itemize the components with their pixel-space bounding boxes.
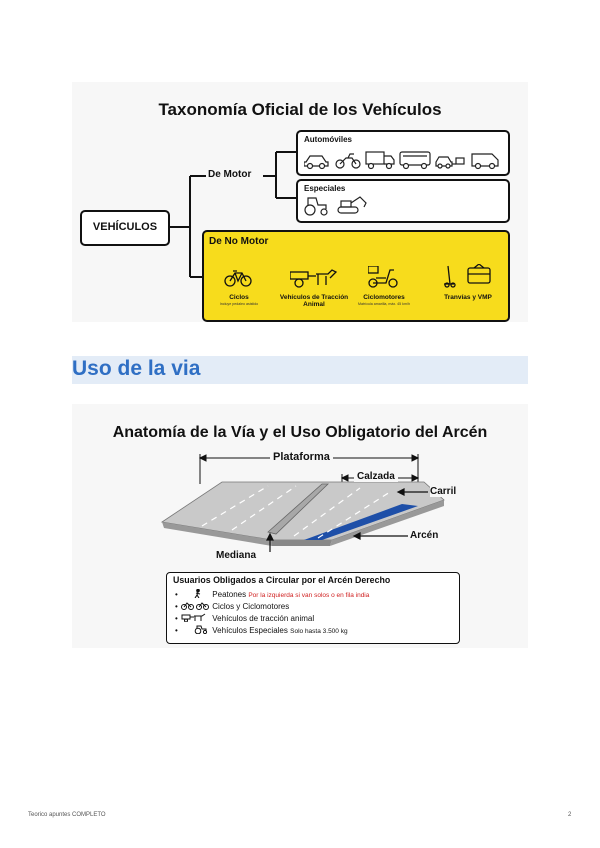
bullet: • [175,626,178,635]
legend-label: Peatones [212,590,247,599]
car-icon [304,156,328,169]
taxonomy-title: Taxonomía Oficial de los Vehículos [158,100,442,119]
road-anatomy-figure [72,404,528,648]
horse-cart-icon [290,268,338,288]
especiales-box [296,179,510,223]
automoviles-label: Automóviles [304,135,353,144]
no-motor-item-sub: Incluye pedaleo asistido [219,302,259,306]
section-heading: Uso de la via [72,357,201,380]
no-motor-item-label: Ciclos [229,294,249,301]
excavator-icon [338,197,366,213]
bicycle-icon [224,268,252,288]
legend-box [166,572,460,644]
footer-doc-title: Teorico apuntes COMPLETO [28,812,106,818]
legend-label: Ciclos y Ciclomotores [212,602,290,611]
automoviles-icons [304,148,502,170]
vehiculos-root-box [80,210,170,246]
legend-item [175,625,348,635]
bicycle-icon [180,601,210,610]
car-trailer-icon [436,157,464,168]
tractor-icon [305,198,327,215]
van-icon [472,154,498,169]
legend-label: Vehículos de tracción animal [212,614,315,623]
legend-item [175,601,289,611]
road-diagram [72,404,528,574]
motorcycle-icon [336,154,360,168]
scooter-icon [368,266,400,288]
automoviles-box [296,130,510,176]
especiales-icons [304,195,374,217]
bullet: • [175,590,178,599]
tractor-icon [180,625,210,634]
pedestrian-icon [180,589,210,598]
legend-item [175,589,369,599]
plataforma-label: Plataforma [270,451,333,463]
no-motor-item-label: Tranvías y VMP [444,294,492,301]
no-motor-item-label: Vehículos de Tracción Animal [279,294,349,308]
legend-item [175,613,314,623]
page-number: 2 [568,812,572,818]
legend-note: Solo hasta 3.500 kg [290,628,348,635]
vehiculos-root-label: VEHÍCULOS [92,221,158,233]
bus-icon [400,152,430,169]
no-motor-label: De No Motor [209,236,269,247]
no-motor-box [202,230,510,322]
horse-cart-icon [180,613,210,622]
road-anatomy-title: Anatomía de la Vía y el Uso Obligatorio del Arcén [112,424,488,441]
truck-icon [366,152,394,169]
no-motor-item-label: Ciclomotores [363,294,405,301]
carril-label: Carril [430,486,457,497]
especiales-label: Especiales [304,184,346,193]
no-motor-item-sub: Matrícula amarilla, máx. 45 km/h [358,302,410,306]
arcen-label: Arcén [410,530,439,541]
calzada-label: Calzada [354,471,398,482]
mediana-label: Mediana [216,550,257,561]
taxonomy-figure [72,82,528,322]
legend-label: Vehículos Especiales [212,626,288,635]
legend-note: Por la izquierda si van solos o en fila india [248,592,370,599]
de-motor-label: De Motor [208,169,252,180]
tram-icon [444,264,496,288]
legend-title: Usuarios Obligados a Circular por el Arcén Derecho [173,575,391,585]
bullet: • [175,602,178,611]
bullet: • [175,614,178,623]
